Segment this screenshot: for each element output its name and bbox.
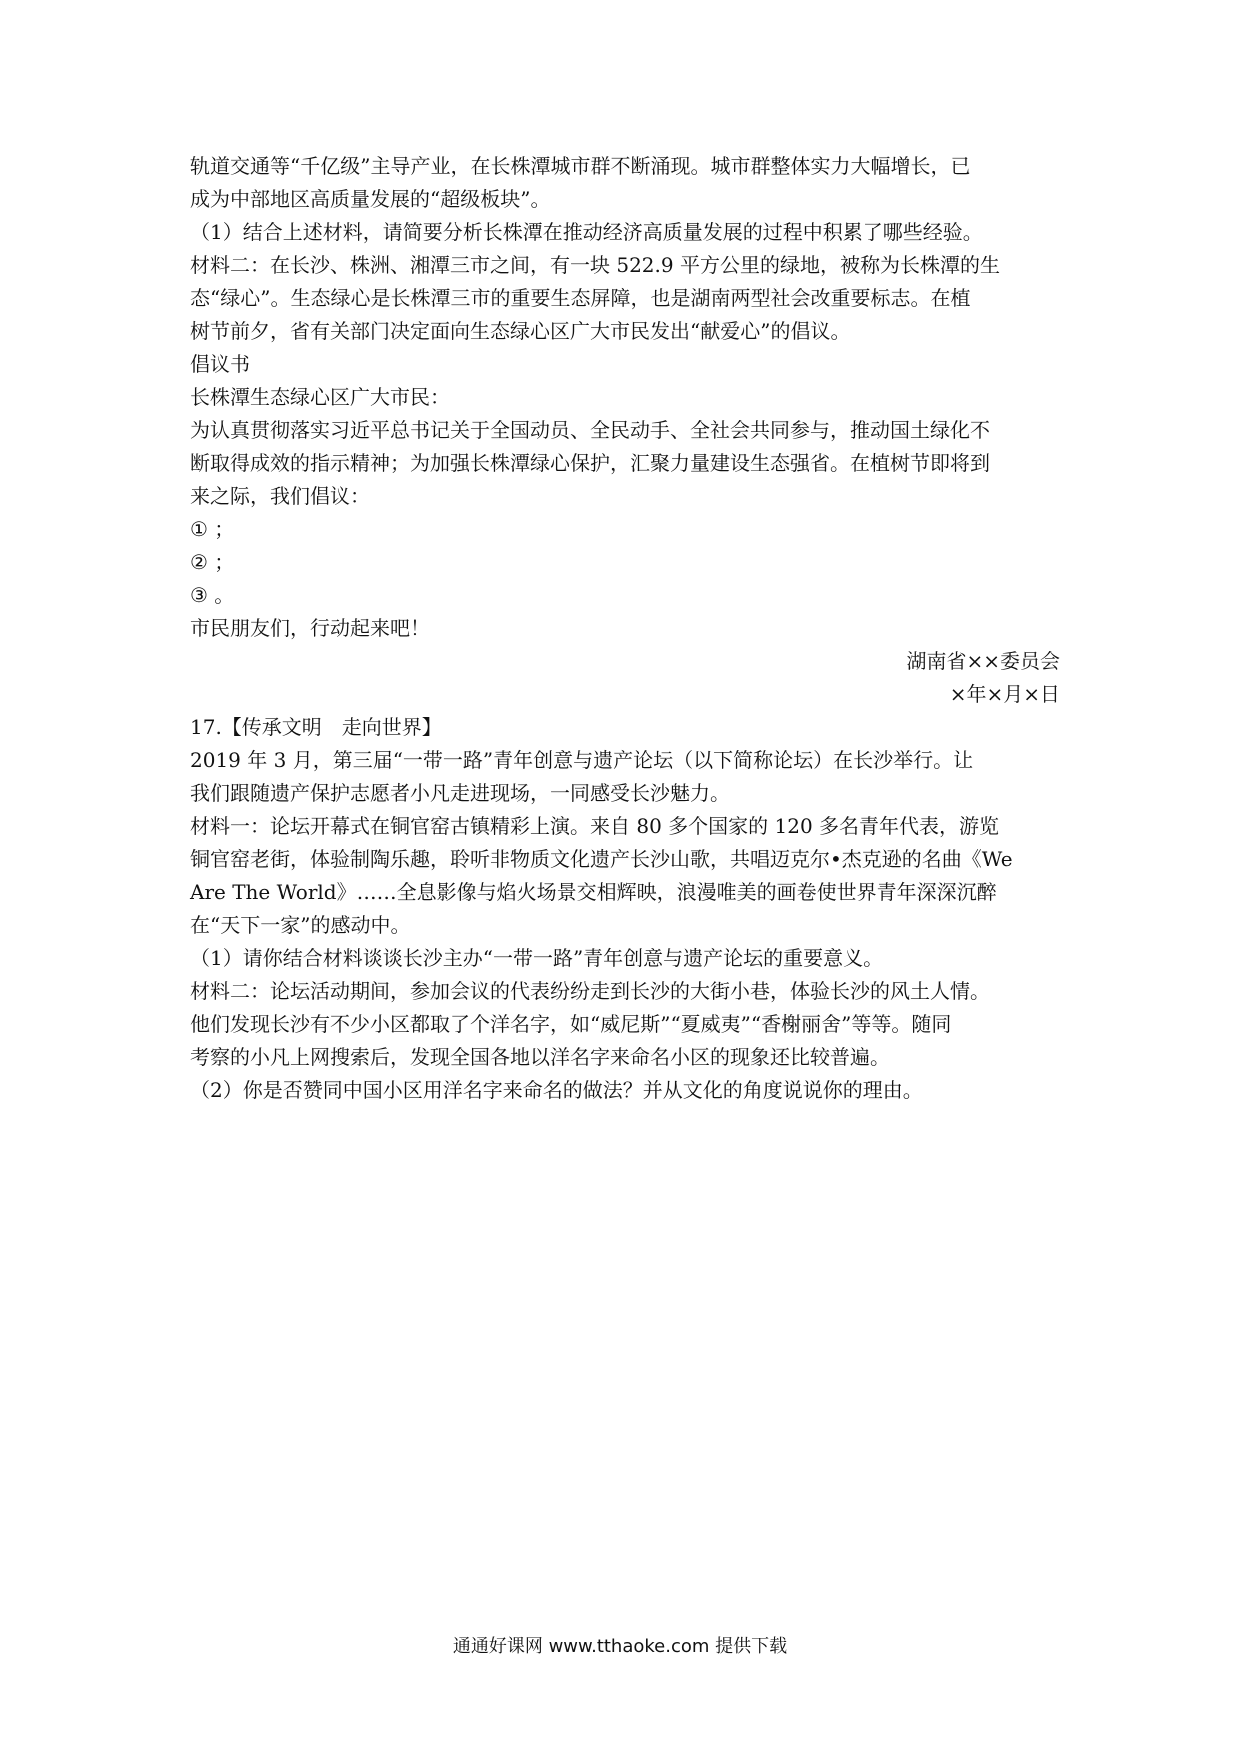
proposal-item-2: ② ；	[190, 550, 235, 574]
question-line: （2）你是否赞同中国小区用洋名字来命名的做法？并从文化的角度说说你的理由。	[190, 1078, 923, 1102]
signature-date: ×年×月×日	[949, 682, 1060, 706]
text-line: 2019 年 3 月，第三届“一带一路”青年创意与遗产论坛（以下简称论坛）在长沙举行。让	[190, 748, 974, 772]
document-body	[190, 150, 1060, 1107]
material-line: 材料二：论坛活动期间，参加会议的代表纷纷走到长沙的大街小巷，体验长沙的风土人情。	[190, 979, 990, 1003]
proposal-item-1: ① ；	[190, 517, 235, 541]
text-line: 他们发现长沙有不少小区都取了个洋名字，如“威尼斯”“夏威夷”“香榭丽舍”等等。随同	[190, 1012, 952, 1036]
text-line: 断取得成效的指示精神；为加强长株潭绿心保护，汇聚力量建设生态强省。在植树节即将到	[190, 451, 990, 475]
text-line: Are The World》……全息影像与焰火场景交相辉映，浪漫唯美的画卷使世界青年深深沉醉	[190, 880, 997, 904]
question-line: （1）结合上述材料，请简要分析长株潭在推动经济高质量发展的过程中积累了哪些经验。	[190, 220, 983, 244]
material-line: 材料二：在长沙、株洲、湘潭三市之间，有一块 522.9 平方公里的绿地，被称为长株潭的生	[190, 253, 1000, 277]
text-line: 树节前夕，省有关部门决定面向生态绿心区广大市民发出“献爱心”的倡议。	[190, 319, 851, 343]
proposal-salutation: 长株潭生态绿心区广大市民：	[190, 385, 450, 409]
proposal-title: 倡议书	[190, 352, 250, 376]
text-line: 为认真贯彻落实习近平总书记关于全国动员、全民动手、全社会共同参与，推动国土绿化不	[190, 418, 990, 442]
question-heading: 17.【传承文明 走向世界】	[190, 715, 442, 739]
text-line: 成为中部地区高质量发展的“超级板块”。	[190, 187, 551, 211]
signature-organization: 湖南省××委员会	[906, 649, 1060, 673]
text-line: 来之际，我们倡议：	[190, 484, 370, 508]
proposal-item-3: ③ 。	[190, 583, 235, 607]
text-line: 我们跟随遗产保护志愿者小凡走进现场，一同感受长沙魅力。	[190, 781, 730, 805]
proposal-closing: 市民朋友们，行动起来吧！	[190, 616, 430, 640]
question-line: （1）请你结合材料谈谈长沙主办“一带一路”青年创意与遗产论坛的重要意义。	[190, 946, 884, 970]
text-line: 铜官窑老街，体验制陶乐趣，聆听非物质文化遗产长沙山歌，共唱迈克尔•杰克逊的名曲《We	[190, 847, 1013, 871]
text-line: 态“绿心”。生态绿心是长株潭三市的重要生态屏障，也是湖南两型社会改重要标志。在植	[190, 286, 971, 310]
text-line: 考察的小凡上网搜索后，发现全国各地以洋名字来命名小区的现象还比较普遍。	[190, 1045, 890, 1069]
page-footer: 通通好课网 www.tthaoke.com 提供下载	[452, 1636, 788, 1657]
material-line: 材料一：论坛开幕式在铜官窑古镇精彩上演。来自 80 多个国家的 120 多名青年代表，游览	[190, 814, 1000, 838]
text-line: 轨道交通等“千亿级”主导产业，在长株潭城市群不断涌现。城市群整体实力大幅增长，已	[190, 154, 971, 178]
text-line: 在“天下一家”的感动中。	[190, 913, 411, 937]
